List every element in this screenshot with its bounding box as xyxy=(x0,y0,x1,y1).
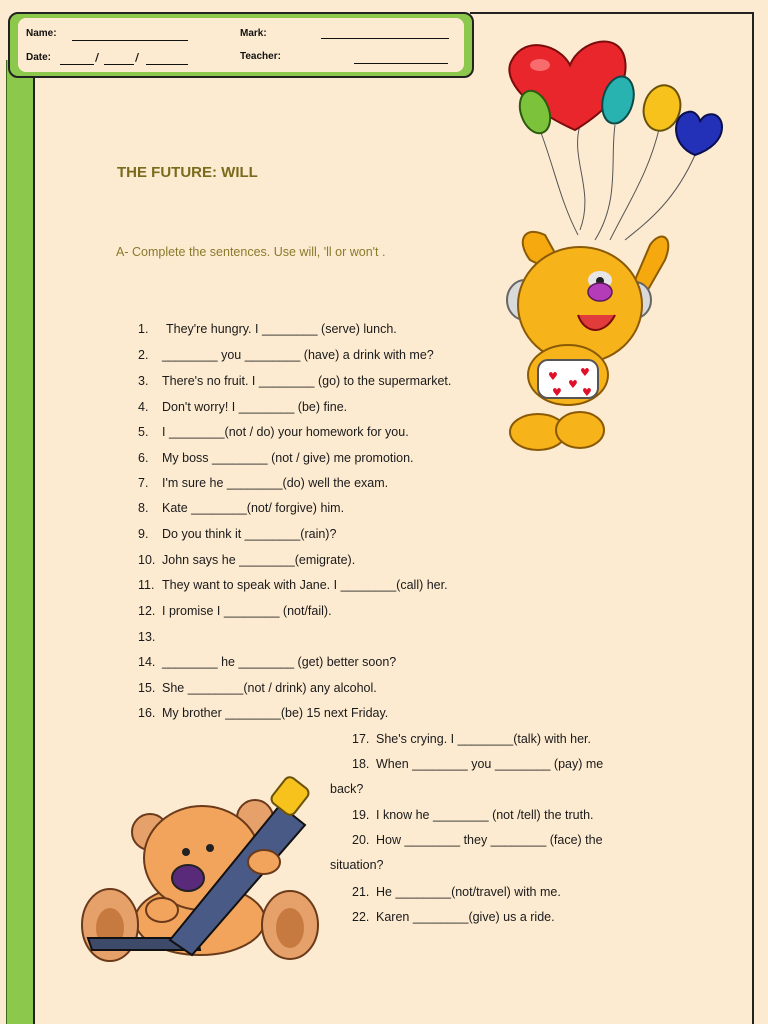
sentence-text[interactable]: My brother ________(be) 15 next Friday. xyxy=(162,706,389,720)
sentence-text[interactable]: My boss ________ (not / give) me promotion. xyxy=(162,451,414,465)
sentence-number: 8. xyxy=(138,501,149,515)
top-border-line xyxy=(470,12,754,14)
date-slash-1: / xyxy=(95,51,100,64)
sentence-text[interactable]: There's no fruit. I ________ (go) to the supermarket. xyxy=(162,374,452,388)
sentence-text[interactable]: When ________ you ________ (pay) me xyxy=(376,757,604,771)
sentence-number: 5. xyxy=(138,425,149,439)
header-inner xyxy=(18,18,464,72)
sentence-text[interactable]: He ________(not/travel) with me. xyxy=(376,885,561,899)
sentence-number: 12. xyxy=(138,604,156,618)
sentence-number: 7. xyxy=(138,476,149,490)
worksheet-title: THE FUTURE: WILL xyxy=(117,164,258,181)
sentence-text[interactable]: I promise I ________ (not/fail). xyxy=(162,604,332,618)
date-day-line[interactable] xyxy=(60,64,94,65)
sentence-number: 17. xyxy=(352,732,370,746)
bear-with-balloons-icon xyxy=(500,30,730,455)
mark-label: Mark: xyxy=(240,28,267,39)
date-year-line[interactable] xyxy=(146,64,188,65)
name-label: Name: xyxy=(26,28,57,39)
svg-text:♥: ♥ xyxy=(552,386,562,399)
name-line[interactable] xyxy=(72,40,188,41)
teacher-line[interactable] xyxy=(354,63,448,64)
sentence-text[interactable]: They want to speak with Jane. I ________(call) her. xyxy=(162,578,448,592)
svg-text:♥: ♥ xyxy=(582,386,592,399)
sentence-text[interactable]: How ________ they ________ (face) the xyxy=(376,833,603,847)
sentence-number: 9. xyxy=(138,527,149,541)
header-box xyxy=(8,12,474,78)
sentence-text[interactable]: They're hungry. I ________ (serve) lunch. xyxy=(166,322,397,336)
sentence-text[interactable]: She ________(not / drink) any alcohol. xyxy=(162,681,377,695)
date-label: Date: xyxy=(26,52,52,63)
svg-text:♥: ♥ xyxy=(548,370,558,383)
sentence-text[interactable]: I'm sure he ________(do) well the exam. xyxy=(162,476,389,490)
sentence-number: 1. xyxy=(138,322,149,336)
sentence-text[interactable]: ________ he ________ (get) better soon? xyxy=(162,655,397,669)
sentence-text[interactable]: John says he ________(emigrate). xyxy=(162,553,356,567)
sentence-number: 10. xyxy=(138,553,156,567)
sentence-text[interactable]: Do you think it ________(rain)? xyxy=(162,527,337,541)
sentence-text[interactable]: Don't worry! I ________ (be) fine. xyxy=(162,400,348,414)
sentence-number: 4. xyxy=(138,400,149,414)
sentence-number: 21. xyxy=(352,885,370,899)
date-slash-2: / xyxy=(135,51,140,64)
bear-with-pencil-icon xyxy=(80,770,320,970)
sentence-number: 3. xyxy=(138,374,149,388)
sentence-number: 19. xyxy=(352,808,370,822)
sentence-number: 13. xyxy=(138,630,156,644)
sentence-number: 2. xyxy=(138,348,149,362)
svg-text:♥: ♥ xyxy=(580,366,590,379)
sentence-number: 20. xyxy=(352,833,370,847)
mark-line[interactable] xyxy=(321,38,449,39)
sentence-text[interactable]: I ________(not / do) your homework for you. xyxy=(162,425,409,439)
teacher-label: Teacher: xyxy=(240,51,281,62)
sentence-text[interactable]: ________ you ________ (have) a drink with me? xyxy=(162,348,434,362)
left-green-border xyxy=(6,60,35,1024)
sentence-continuation: situation? xyxy=(330,858,384,872)
exercise-instruction: A- Complete the sentences. Use will, 'll or won't . xyxy=(116,245,386,259)
svg-text:♥: ♥ xyxy=(568,378,578,391)
sentence-text[interactable]: She's crying. I ________(talk) with her. xyxy=(376,732,592,746)
sentence-number: 16. xyxy=(138,706,156,720)
sentence-continuation: back? xyxy=(330,782,364,796)
sentence-text[interactable]: I know he ________ (not /tell) the truth. xyxy=(376,808,594,822)
sentence-number: 6. xyxy=(138,451,149,465)
sentence-number: 11. xyxy=(138,578,155,592)
date-month-line[interactable] xyxy=(104,64,134,65)
sentence-number: 22. xyxy=(352,910,370,924)
right-border-line xyxy=(752,12,754,1024)
sentence-number: 18. xyxy=(352,757,370,771)
sentence-number: 14. xyxy=(138,655,156,669)
sentence-text[interactable]: Karen ________(give) us a ride. xyxy=(376,910,555,924)
sentence-text[interactable]: Kate ________(not/ forgive) him. xyxy=(162,501,345,515)
sentence-number: 15. xyxy=(138,681,156,695)
